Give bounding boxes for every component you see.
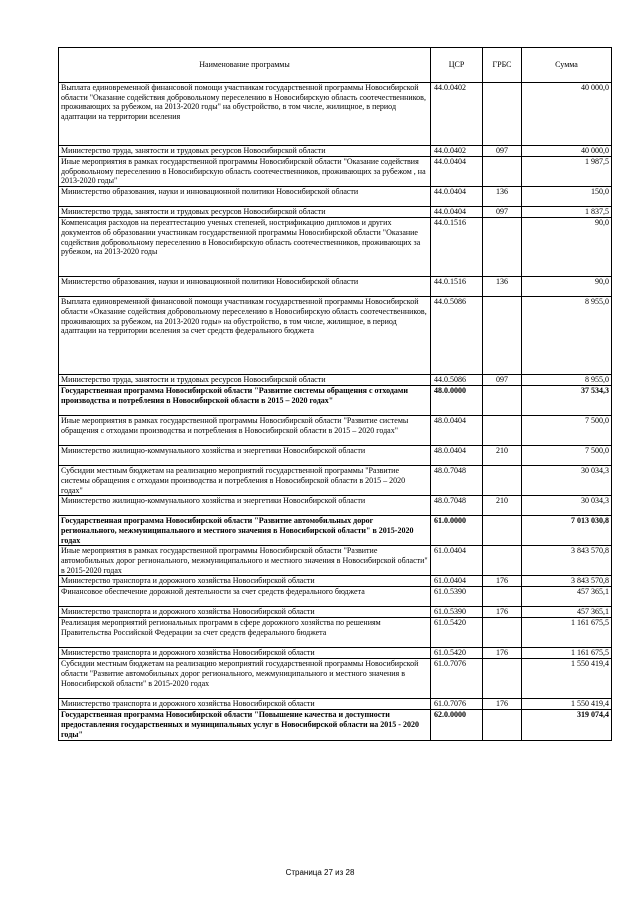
cell-sum: 150,0 [522,187,612,207]
table-row [59,607,612,618]
cell-sum: 8 955,0 [522,375,612,386]
cell-csr: 44.0.0404 [431,187,483,207]
cell-name: Иные мероприятия в рамках государственной программы Новосибирской области "Оказание содействия добровольному переселению в Новосибирскую область соотечественников, проживающих за рубежом , на 2013-2020 годы" [59,157,431,187]
cell-name: Министерство транспорта и дорожного хозяйства Новосибирской области [59,699,431,710]
cell-grbs [483,659,522,699]
table-row [59,546,612,576]
table-header-row [59,48,612,83]
cell-name: Министерство труда, занятости и трудовых ресурсов Новосибирской области [59,207,431,218]
cell-csr: 48.0.0000 [431,386,483,416]
cell-name: Субсидии местным бюджетам на реализацию мероприятий государственной программы "Развитие системы обращения с отходами производства и потребления в Новосибирской области в 2015 – 2020 годах" [59,466,431,496]
cell-csr: 61.0.7076 [431,699,483,710]
cell-csr: 44.0.0404 [431,207,483,218]
table-row [59,710,612,740]
table-body [59,83,612,741]
cell-grbs: 210 [483,496,522,516]
cell-sum: 37 534,3 [522,386,612,416]
cell-csr: 48.0.0404 [431,446,483,466]
table-row [59,416,612,446]
table-row [59,587,612,607]
cell-sum: 7 500,0 [522,446,612,466]
cell-sum: 1 837,5 [522,207,612,218]
cell-csr: 48.0.7048 [431,496,483,516]
header-name: Наименование программы [59,48,431,83]
cell-name: Министерство образования, науки и инновационной политики Новосибирской области [59,277,431,297]
cell-csr: 44.0.5086 [431,297,483,375]
table-row [59,218,612,277]
cell-grbs [483,386,522,416]
cell-csr: 61.0.0404 [431,546,483,576]
cell-grbs [483,466,522,496]
cell-name: Государственная программа Новосибирской области "Повышение качества и доступности предоставления государственных и муниципальных услуг в Новосибирской области на 2015 - 2020 годы" [59,710,431,740]
cell-grbs: 176 [483,699,522,710]
cell-grbs: 097 [483,146,522,157]
cell-csr: 44.0.5086 [431,375,483,386]
cell-name: Государственная программа Новосибирской области "Развитие системы обращения с отходами производства и потребления в Новосибирской области в 2015 – 2020 годах" [59,386,431,416]
cell-csr: 48.0.7048 [431,466,483,496]
cell-name: Реализация мероприятий региональных программ в сфере дорожного хозяйства по решениям Правительства Российской Федерации за счет средств федерального бюджета [59,618,431,648]
cell-sum: 7 013 030,8 [522,516,612,546]
table-row [59,207,612,218]
cell-csr: 61.0.5390 [431,587,483,607]
cell-name: Министерство транспорта и дорожного хозяйства Новосибирской области [59,648,431,659]
cell-sum: 457 365,1 [522,587,612,607]
cell-csr: 61.0.5420 [431,618,483,648]
table-row [59,83,612,146]
header-sum: Сумма [522,48,612,83]
cell-grbs [483,297,522,375]
cell-name: Министерство жилищно-коммунального хозяйства и энергетики Новосибирской области [59,496,431,516]
cell-csr: 44.0.1516 [431,218,483,277]
budget-table [58,47,612,741]
table-row [59,496,612,516]
cell-sum: 7 500,0 [522,416,612,446]
cell-csr: 62.0.0000 [431,710,483,740]
cell-sum: 1 161 675,5 [522,618,612,648]
header-grbs: ГРБС [483,48,522,83]
cell-sum: 8 955,0 [522,297,612,375]
cell-sum: 90,0 [522,277,612,297]
cell-sum: 3 843 570,8 [522,576,612,587]
table-row [59,187,612,207]
cell-grbs: 136 [483,187,522,207]
cell-name: Компенсация расходов на переаттестацию ученых степеней, нострификацию дипломов и других документов об образовании участникам государственной программы Новосибирской области "Оказание содействия добровольному переселению в Новосибирскую область соотечественников, проживающих за рубежом, на 2013-2020 годы [59,218,431,277]
cell-name: Выплата единовременной финансовой помощи участникам государственной программы Новосибирской области "Оказание содействия добровольному переселению в Новосибирскую область соотечественников, проживающих за рубежом, на 2013-2020 годы" на обустройство, в том числе, жилищное, в период адаптации на территории вселения [59,83,431,146]
table-row [59,386,612,416]
cell-csr: 61.0.0000 [431,516,483,546]
cell-name: Министерство труда, занятости и трудовых ресурсов Новосибирской области [59,146,431,157]
cell-grbs [483,710,522,740]
cell-grbs [483,157,522,187]
table-row [59,375,612,386]
cell-grbs [483,587,522,607]
cell-name: Финансовое обеспечение дорожной деятельности за счет средств федерального бюджета [59,587,431,607]
cell-sum: 1 550 419,4 [522,699,612,710]
cell-sum: 90,0 [522,218,612,277]
cell-name: Иные мероприятия в рамках государственной программы Новосибирской области "Развитие автомобильных дорог регионального, межмуниципального и местного значения в Новосибирской области" в 2015-2020 годах [59,546,431,576]
cell-name: Министерство жилищно-коммунального хозяйства и энергетики Новосибирской области [59,446,431,466]
cell-csr: 48.0.0404 [431,416,483,446]
cell-grbs [483,218,522,277]
cell-grbs: 210 [483,446,522,466]
table-row [59,146,612,157]
table-row [59,516,612,546]
cell-grbs [483,618,522,648]
cell-name: Иные мероприятия в рамках государственной программы Новосибирской области "Развитие системы обращения с отходами производства и потребления в Новосибирской области в 2015 – 2020 годах" [59,416,431,446]
header-csr: ЦСР [431,48,483,83]
table-row [59,157,612,187]
table-row [59,648,612,659]
table-row [59,297,612,375]
cell-grbs: 176 [483,648,522,659]
cell-sum: 319 074,4 [522,710,612,740]
cell-sum: 1 161 675,5 [522,648,612,659]
cell-sum: 30 034,3 [522,496,612,516]
cell-grbs [483,83,522,146]
cell-name: Выплата единовременной финансовой помощи участникам государственной программы Новосибирской области «Оказание содействия добровольному переселению в Новосибирскую область соотечественников, проживающих за рубежом, на 2013-2020 годы» на обустройство, в том числе, жилищное, в период адаптации на территории вселения за счет средств федерального бюджета [59,297,431,375]
table-row [59,466,612,496]
cell-grbs [483,516,522,546]
cell-grbs [483,546,522,576]
cell-csr: 61.0.5420 [431,648,483,659]
cell-grbs: 176 [483,576,522,587]
cell-grbs: 097 [483,375,522,386]
cell-sum: 40 000,0 [522,83,612,146]
cell-name: Субсидии местным бюджетам на реализацию мероприятий государственной программы Новосибирской области "Развитие автомобильных дорог регионального, межмуниципального и местного значения в Новосибирской области" в 2015-2020 годах [59,659,431,699]
cell-grbs: 176 [483,607,522,618]
cell-csr: 61.0.7076 [431,659,483,699]
cell-grbs [483,416,522,446]
cell-csr: 61.0.0404 [431,576,483,587]
cell-csr: 44.0.0404 [431,157,483,187]
cell-sum: 3 843 570,8 [522,546,612,576]
table-row [59,618,612,648]
cell-grbs: 097 [483,207,522,218]
cell-csr: 44.0.1516 [431,277,483,297]
cell-grbs: 136 [483,277,522,297]
cell-sum: 1 987,5 [522,157,612,187]
cell-csr: 44.0.0402 [431,83,483,146]
cell-name: Министерство образования, науки и инновационной политики Новосибирской области [59,187,431,207]
table-row [59,576,612,587]
cell-csr: 61.0.5390 [431,607,483,618]
cell-name: Министерство труда, занятости и трудовых ресурсов Новосибирской области [59,375,431,386]
cell-name: Государственная программа Новосибирской области "Развитие автомобильных дорог регионального, межмуниципального и местного значения в Новосибирской области" в 2015-2020 годах [59,516,431,546]
cell-sum: 30 034,3 [522,466,612,496]
cell-sum: 1 550 419,4 [522,659,612,699]
cell-name: Министерство транспорта и дорожного хозяйства Новосибирской области [59,607,431,618]
table-row [59,659,612,699]
cell-sum: 40 000,0 [522,146,612,157]
cell-name: Министерство транспорта и дорожного хозяйства Новосибирской области [59,576,431,587]
page-number: Страница 27 из 28 [285,868,355,877]
cell-sum: 457 365,1 [522,607,612,618]
table-row [59,446,612,466]
table-row [59,277,612,297]
cell-csr: 44.0.0402 [431,146,483,157]
table-row [59,699,612,710]
